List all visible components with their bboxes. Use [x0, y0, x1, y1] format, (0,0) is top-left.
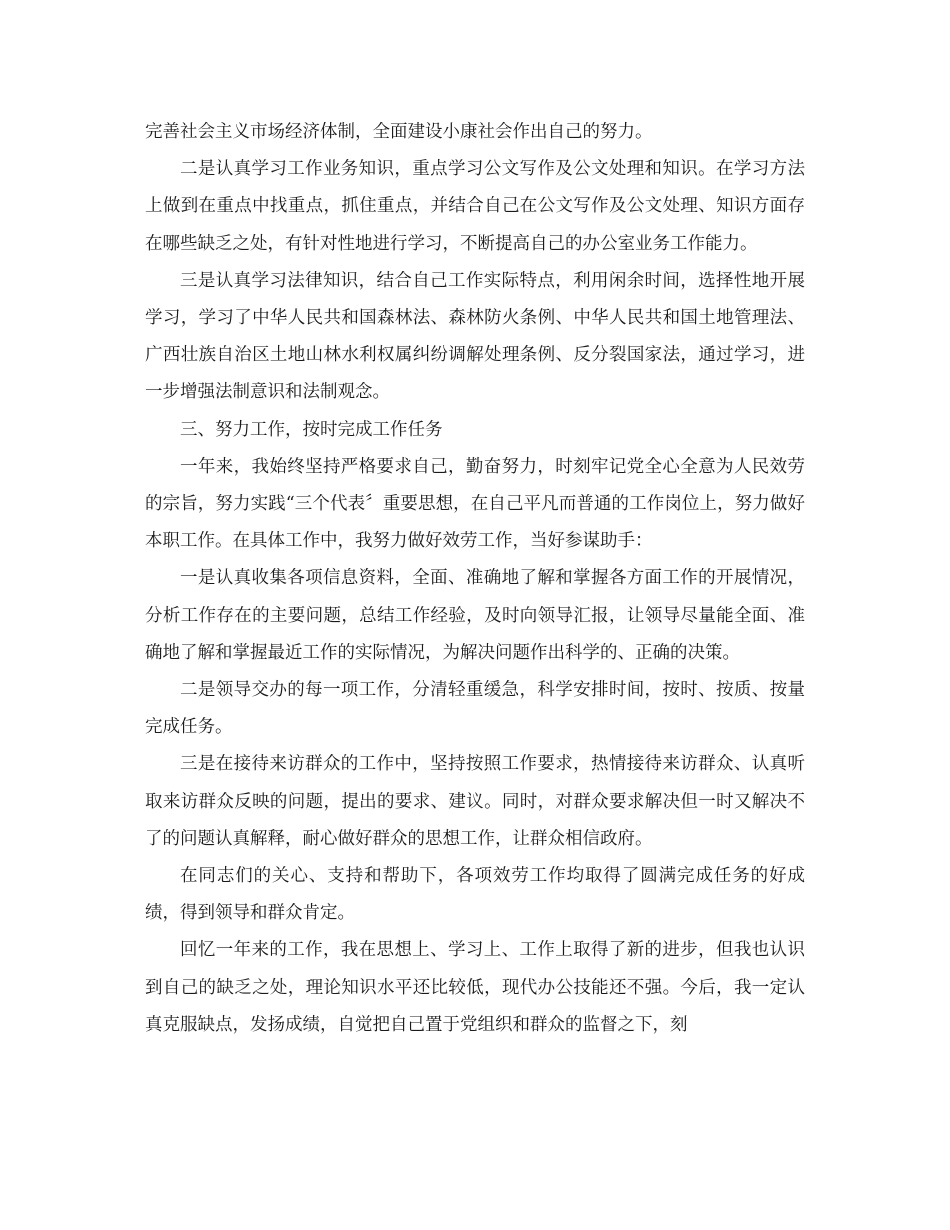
paragraph-assigned-tasks: 二是领导交办的每一项工作，分清轻重缓急，科学安排时间，按时、按质、按量完成任务。 [145, 680, 805, 738]
paragraph-continuation: 完善社会主义市场经济体制，全面建设小康社会作出自己的努力。 [145, 122, 653, 142]
document-body [145, 114, 805, 1044]
paragraph-reflection: 回忆一年来的工作，我在思想上、学习上、工作上取得了新的进步，但我也认识到自己的缺乏之处，理论知识水平还比较低，现代办公技能还不强。今后，我一定认真克服缺点，发扬成绩，自觉把自己置于党组织和群众的监督之下，刻 [145, 940, 805, 1035]
paragraph-collect-info: 一是认真收集各项信息资料，全面、准确地了解和掌握各方面工作的开展情况，分析工作存在的主要问题，总结工作经验，及时向领导汇报，让领导尽量能全面、准确地了解和掌握最近工作的实际情况，为解决问题作出科学的、正确的决策。 [145, 568, 805, 663]
paragraph-study-law: 三是认真学习法律知识，结合自己工作实际特点，利用闲余时间，选择性地开展学习，学习了中华人民共和国森林法、森林防火条例、中华人民共和国土地管理法、广西壮族自治区土地山林水利权属纠纷调解处理条例、反分裂国家法，通过学习，进一步增强法制意识和法制观念。 [145, 270, 805, 403]
paragraph-study-business: 二是认真学习工作业务知识，重点学习公文写作及公文处理和知识。在学习方法上做到在重点中找重点，抓住重点，并结合自己在公文写作及公文处理、知识方面存在哪些缺乏之处，有针对性地进行学习，不断提高自己的办公室业务工作能力。 [145, 159, 805, 254]
paragraph-achievements: 在同志们的关心、支持和帮助下，各项效劳工作均取得了圆满完成任务的好成绩，得到领导和群众肯定。 [145, 866, 805, 924]
section-heading-work: 三、努力工作，按时完成工作任务 [180, 419, 443, 440]
paragraph-receive-visitors: 三是在接待来访群众的工作中，坚持按照工作要求，热情接待来访群众、认真听取来访群众反映的问题，提出的要求、建议。同时，对群众要求解决但一时又解决不了的问题认真解释，耐心做好群众的思想工作，让群众相信政府。 [145, 754, 805, 849]
paragraph-year-summary: 一年来，我始终坚持严格要求自己，勤奋努力，时刻牢记党全心全意为人民效劳的宗旨，努力实践“三个代表〞重要思想，在自己平凡而普通的工作岗位上，努力做好本职工作。在具体工作中，我努力做好效劳工作，当好参谋助手： [145, 456, 805, 552]
